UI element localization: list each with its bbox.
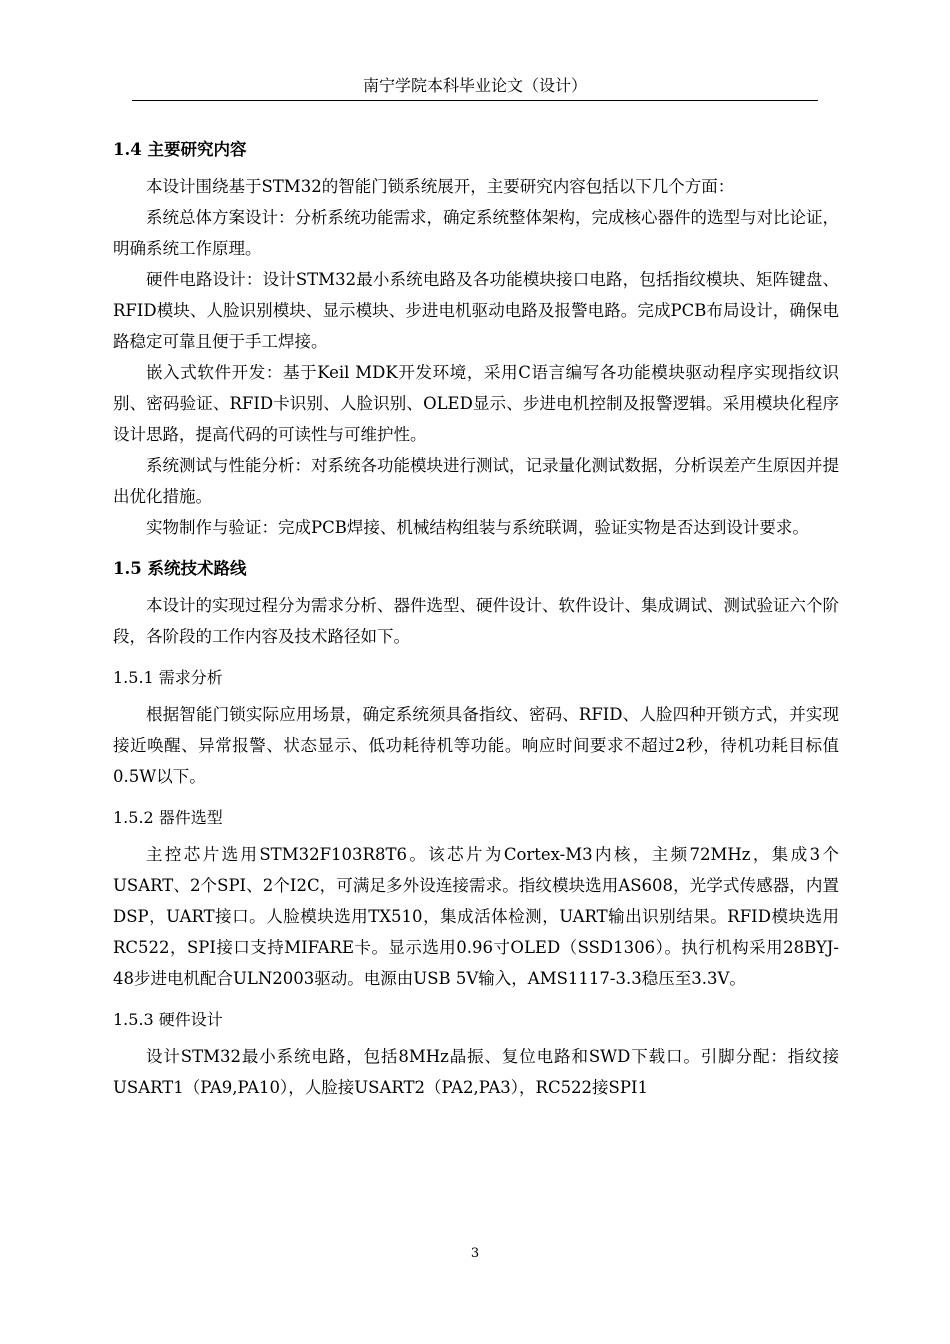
- paragraph: 根据智能门锁实际应用场景，确定系统须具备指纹、密码、RFID、人脸四种开锁方式，并实现接近唤醒、异常报警、状态显示、低功耗待机等功能。响应时间要求不超过2秒，待机功耗目标值0.5W以下。: [113, 705, 839, 786]
- subsection-heading-1-5-3: 1.5.3 硬件设计: [113, 1010, 223, 1029]
- paragraph: 本设计围绕基于STM32的智能门锁系统展开，主要研究内容包括以下几个方面：: [146, 177, 735, 196]
- header-divider: [132, 100, 818, 101]
- paragraph: 本设计的实现过程分为需求分析、器件选型、硬件设计、软件设计、集成调试、测试验证六个阶段，各阶段的工作内容及技术路径如下。: [113, 596, 839, 646]
- subsection-heading-1-5-2: 1.5.2 器件选型: [113, 808, 223, 827]
- subsection-heading-1-5-1: 1.5.1 需求分析: [113, 668, 223, 687]
- paragraph: 嵌入式软件开发：基于Keil MDK开发环境，采用C语言编写各功能模块驱动程序实现指纹识别、密码验证、RFID卡识别、人脸识别、OLED显示、步进电机控制及报警逻辑。采用模块化程序设计思路，提高代码的可读性与可维护性。: [113, 363, 839, 444]
- paragraph: 硬件电路设计：设计STM32最小系统电路及各功能模块接口电路，包括指纹模块、矩阵键盘、RFID模块、人脸识别模块、显示模块、步进电机驱动电路及报警电路。完成PCB布局设计，确保电路稳定可靠且便于手工焊接。: [113, 270, 839, 351]
- paragraph: 主控芯片选用STM32F103R8T6。该芯片为Cortex-M3内核，主频72MHz，集成3个USART、2个SPI、2个I2C，可满足多外设连接需求。指纹模块选用AS608，光学式传感器，内置DSP，UART接口。人脸模块选用TX510，集成活体检测，UART输出识别结果。RFID模块选用RC522，SPI接口支持MIFARE卡。显示选用0.96寸OLED（SSD1306）。执行机构采用28BYJ-48步进电机配合ULN2003驱动。电源由USB 5V输入，AMS1117-3.3稳压至3.3V。: [113, 845, 839, 988]
- page-number: 3: [470, 1246, 480, 1261]
- main-content: [113, 134, 839, 1103]
- paragraph: 实物制作与验证：完成PCB焊接、机械结构组装与系统联调，验证实物是否达到设计要求。: [146, 518, 809, 537]
- paragraph: 设计STM32最小系统电路，包括8MHz晶振、复位电路和SWD下载口。引脚分配：指纹接USART1（PA9,PA10），人脸接USART2（PA2,PA3），RC522接SPI1: [113, 1047, 839, 1097]
- paragraph: 系统测试与性能分析：对系统各功能模块进行测试，记录量化测试数据，分析误差产生原因并提出优化措施。: [113, 456, 839, 506]
- page-header-title: 南宁学院本科毕业论文（设计）: [362, 76, 587, 95]
- paragraph: 系统总体方案设计：分析系统功能需求，确定系统整体架构，完成核心器件的选型与对比论证，明确系统工作原理。: [113, 208, 839, 258]
- section-heading-1-4: 1.4 主要研究内容: [113, 140, 247, 159]
- section-heading-1-5: 1.5 系统技术路线: [113, 559, 247, 578]
